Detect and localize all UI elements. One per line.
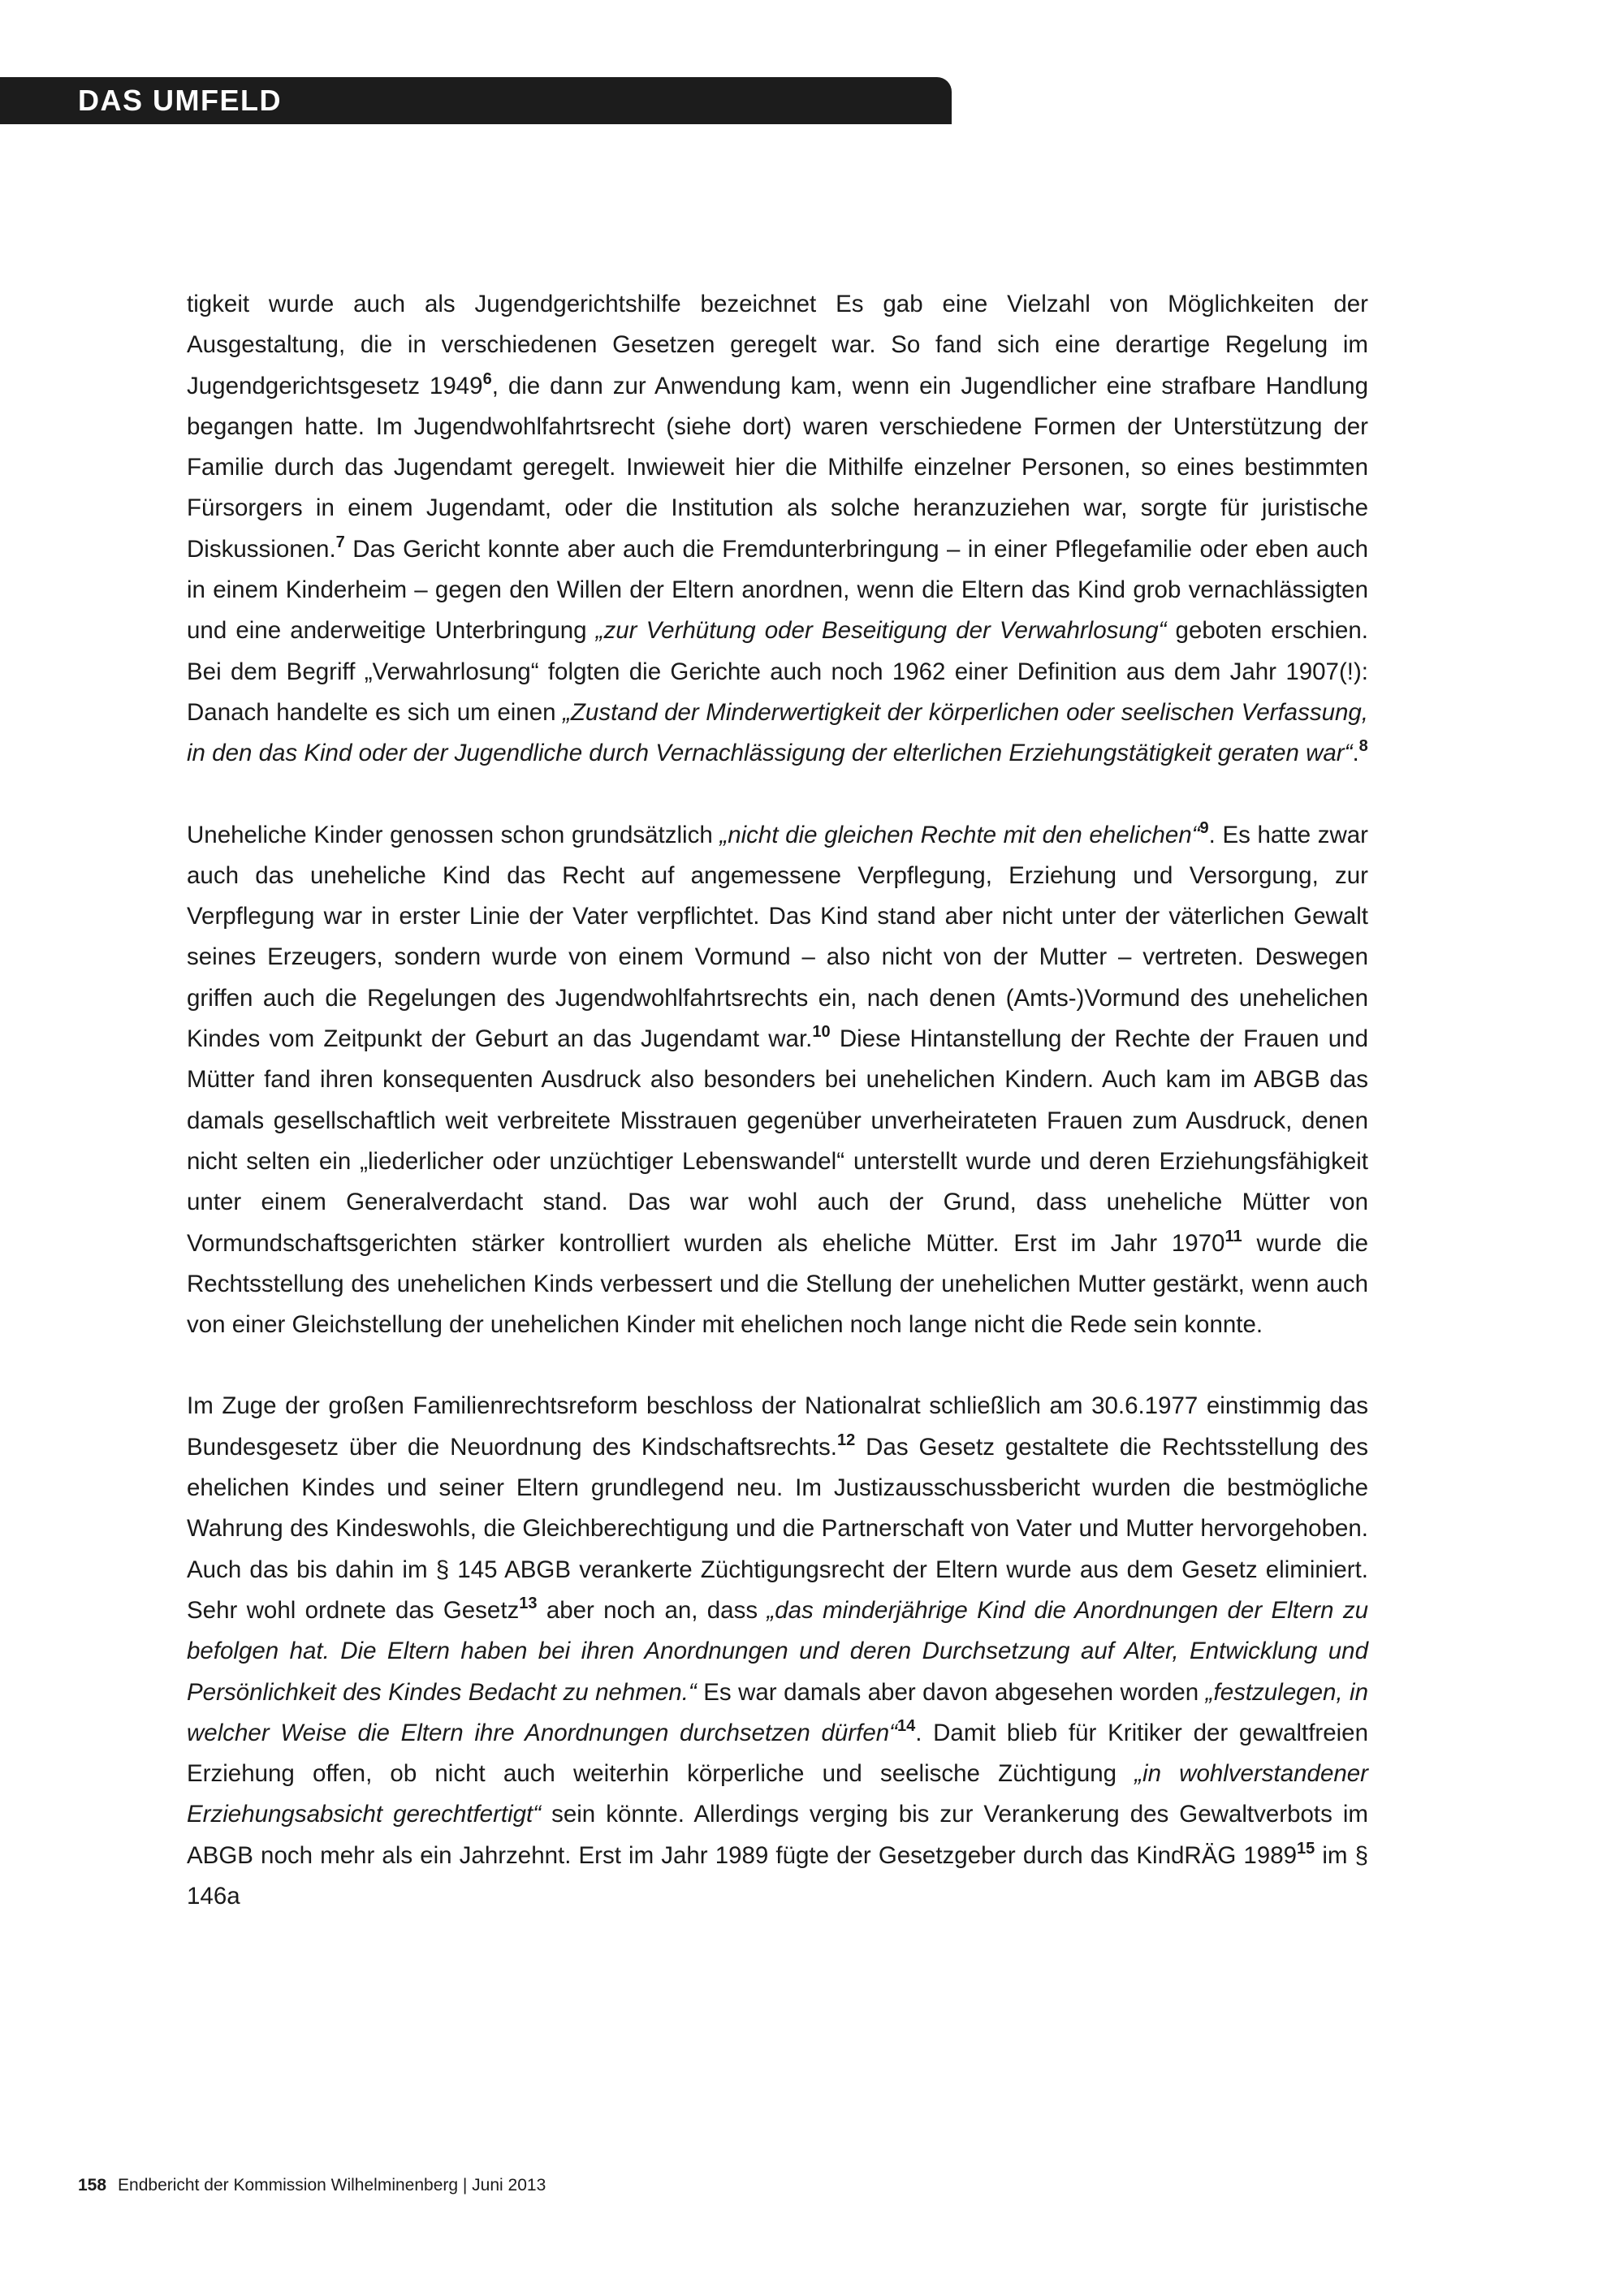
quoted-text: „zur Verhütung oder Beseitigung der Verwahrlosung“ [595,617,1167,645]
footnote-marker: 6 [482,369,492,388]
text-run: , die dann zur Anwendung kam, wenn ein Jugendlicher eine strafbare Handlung begangen hatte. Im Jugendwohlfahrtsrecht (siehe dort) waren verschiedene Formen der Unterstützung der Familie durch das Jugendamt geregelt. Inwieweit hier die Mithilfe einzelner Personen, so eines bestimmten Fürsorgers in einem Jugendamt, oder die Institution als solche heranzuziehen war, sorgte für juristische Diskussionen. [187,372,1368,563]
quoted-text: „nicht die gleichen Rechte mit den ehelichen“ [719,821,1200,848]
body-text [187,284,1368,1957]
page-footer [78,2176,546,2195]
text-run: tigkeit wurde auch als Jugendgerichtshilfe bezeichnet Es gab eine Vielzahl von Möglichkeiten der Ausgestaltung, die in verschiedenen Gesetzen geregelt war. So fand sich eine derartige Regelung im Jugendgerichtsgesetz 1949 [187,291,1368,399]
text-run: Uneheliche Kinder genossen schon grundsätzlich [187,821,720,848]
paragraph [187,1386,1368,1917]
footnote-marker: 14 [896,1716,916,1735]
text-run: im § 146a [187,1841,1368,1910]
text-run: geboten erschien. Bei dem Begriff „Verwahrlosung“ folgten die Gerichte auch noch 1962 einer Definition aus dem Jahr 1907(!): Danach handelte es sich um einen [187,617,1368,726]
footnote-marker: 9 [1199,818,1209,837]
footnote-marker: 12 [836,1431,856,1449]
section-title: DAS UMFELD [78,84,282,117]
quoted-text: „das minderjährige Kind die Anordnungen der Eltern zu befolgen hat. Die Eltern haben bei ihren Anordnungen und deren Durchsetzung auf Alter, Entwicklung und Persönlichkeit des Kindes Bedacht zu nehmen.“ [187,1596,1368,1706]
text-run: wurde die Rechtsstellung des unehelichen Kinds verbessert und die Stellung der unehelichen Mutter gestärkt, wenn auch von einer Gleichstellung der unehelichen Kinder mit ehelichen noch lange nicht die Rede sein konnte. [187,1229,1368,1339]
quoted-text: „in wohlverstandener Erziehungsabsicht gerechtfertigt“ [187,1760,1368,1828]
footnote-marker: 15 [1297,1839,1315,1858]
text-run: Es war damals aber davon abgesehen worden [696,1678,1206,1706]
text-run: Das Gericht konnte aber auch die Fremdunterbringung – in einer Pflegefamilie oder eben auch in einem Kinderheim – gegen den Willen der Eltern anordnen, wenn die Eltern das Kind grob vernachlässigten und eine anderweitige Unterbringung [187,535,1368,645]
text-run: . [1352,740,1359,767]
text-run: aber noch an, dass [537,1596,767,1624]
page-number: 158 [78,2176,107,2195]
text-run: Im Zuge der großen Familienrechtsreform beschloss der Nationalrat schließlich am 30.6.1977 einstimmig das Bundesgesetz über die Neuordnung des Kindschaftsrechts. [187,1392,1368,1461]
footnote-marker: 10 [812,1023,831,1042]
footnote-marker: 13 [519,1594,538,1612]
footer-text: Endbericht der Kommission Wilhelminenberg | Juni 2013 [118,2176,546,2195]
quoted-text: „Zustand der Minderwertigkeit der körperlichen oder seelischen Verfassung, in den das Kind oder der Jugendliche durch Vernachlässigung der elterlichen Erziehungstätigkeit geraten war“ [187,698,1368,767]
footnote-marker: 7 [335,533,345,551]
quoted-text: „festzulegen, in welcher Weise die Eltern ihre Anordnungen durchsetzen dürfen“ [187,1678,1368,1746]
text-run: . Damit blieb für Kritiker der gewaltfreien Erziehung offen, ob nicht auch weiterhin körperliche und seelische Züchtigung [187,1719,1368,1788]
section-header-bar [0,77,952,124]
text-run: Das Gesetz gestaltete die Rechtsstellung des ehelichen Kindes und seiner Eltern grundlegend neu. Im Justizausschussbericht wurden die bestmögliche Wahrung des Kindeswohls, die Gleichberechtigung und die Partnerschaft von Vater und Mutter hervorgehoben. Auch das bis dahin im § 145 ABGB verankerte Züchtigungsrecht der Eltern wurde aus dem Gesetz eliminiert. Sehr wohl ordnete das Gesetz [187,1433,1368,1624]
text-run: . Es hatte zwar auch das uneheliche Kind das Recht auf angemessene Verpflegung, Erziehung und Versorgung, zur Verpflegung war in erster Linie der Vater verpflichtet. Das Kind stand aber nicht unter der väterlichen Gewalt seines Erzeugers, sondern wurde von einem Vormund – also nicht von der Mutter – vertreten. Deswegen griffen auch die Regelungen des Jugendwohlfahrtsrechts ein, nach denen (Amts-)Vormund des unehelichen Kindes vom Zeitpunkt der Geburt an das Jugendamt war. [187,821,1368,1053]
paragraph [187,284,1368,775]
text-run: Diese Hintanstellung der Rechte der Frauen und Mütter fand ihren konsequenten Ausdruck also besonders bei unehelichen Kindern. Auch kam im ABGB das damals gesellschaftlich weit verbreitete Misstrauen gegenüber unverheirateten Frauen zum Ausdruck, denen nicht selten ein „liederlicher oder unzüchtiger Lebenswandel“ unterstellt wurde und deren Erziehungsfähigkeit unter einem Generalverdacht stand. Das war wohl auch der Grund, dass uneheliche Mütter von Vormundschaftsgerichten stärker kontrolliert wurden als eheliche Mütter. Erst im Jahr 1970 [187,1025,1368,1257]
paragraph [187,815,1368,1346]
footnote-marker: 8 [1358,737,1368,756]
footnote-marker: 11 [1224,1227,1242,1245]
text-run: sein könnte. Allerdings verging bis zur Verankerung des Gewaltverbots im ABGB noch mehr als ein Jahrzehnt. Erst im Jahr 1989 fügte der Gesetzgeber durch das KindRÄG 1989 [187,1801,1368,1869]
